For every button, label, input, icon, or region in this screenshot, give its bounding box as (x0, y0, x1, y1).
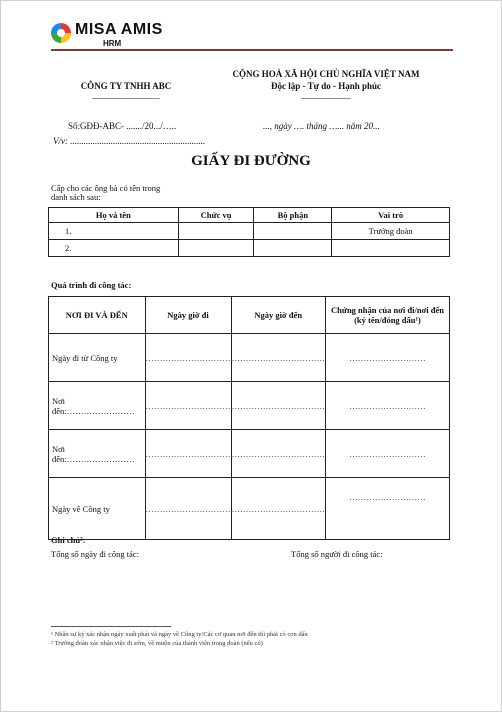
total-days: Tổng số ngày đi công tác: (51, 549, 140, 559)
subject-line: V/v: ............................................................ (53, 136, 206, 146)
company-underline: _______________ (92, 90, 160, 100)
members-header-row (49, 208, 450, 223)
table-row (49, 430, 450, 478)
brand-name: MISA AMIS (75, 21, 163, 38)
certification-header-line1: Chứng nhận của nơi đi/nơi đến (330, 305, 445, 315)
footnote-1: ¹ Nhân sự ký xác nhận ngày xuất phát và ngày về Công ty/Các cơ quan nơi đến thì phải có con dấu (51, 631, 308, 638)
arrival-cell: …………………………… (231, 334, 326, 382)
intro-line-2: danh sách sau: (51, 192, 101, 202)
member-name-cell: 1. (49, 223, 179, 240)
departure-cell: ………………………… (145, 382, 231, 430)
member-department-cell (254, 223, 332, 240)
date-line: ..., ngày …. tháng …... năm 20... (263, 121, 380, 131)
footnote-2: ² Trưởng đoàn xác nhận việc đi sớm, về muộn của thành viên trong đoàn (nếu có) (51, 640, 263, 647)
table-row (49, 223, 450, 240)
certification-header-line2: (ký tên/đóng dấu¹) (354, 315, 421, 325)
route-label-cell: Nơi đến:…………………… (49, 382, 146, 430)
misa-logo-icon (51, 23, 71, 43)
header-divider (51, 49, 453, 51)
intro-text (51, 184, 160, 202)
certification-cell: ……………………… (326, 478, 450, 540)
arrival-cell: …………………………… (231, 478, 326, 540)
route-label-cell: Ngày đi từ Công ty (49, 334, 146, 382)
member-role-cell (332, 240, 450, 257)
document-number: Số:GĐĐ-ABC- ......./20.../….. (68, 121, 177, 131)
departure-cell: ………………………… (145, 430, 231, 478)
nation-motto: Độc lập - Tự do - Hạnh phúc (270, 81, 381, 91)
col-header-certification (326, 297, 450, 334)
footnote-divider (51, 626, 171, 627)
intro-line-1: Cấp cho các ông bà có tên trong (51, 183, 161, 193)
col-header-departure: Ngày giờ đi (145, 297, 231, 334)
member-department-cell (254, 240, 332, 257)
nation-title: CỘNG HOÀ XÃ HỘI CHỦ NGHĨA VIỆT NAM (232, 69, 420, 79)
member-role-cell: Trưởng đoàn (332, 223, 450, 240)
route-label-cell: Nơi đến:…………………… (49, 430, 146, 478)
departure-cell: ………………………… (145, 334, 231, 382)
certification-cell: ……………………… (326, 334, 450, 382)
certification-cell: ……………………… (326, 430, 450, 478)
document-title: GIẤY ĐI ĐƯỜNG (191, 153, 311, 169)
table-row (49, 240, 450, 257)
member-position-cell (178, 223, 254, 240)
table-row (49, 478, 450, 540)
process-header-row (49, 297, 450, 334)
process-label: Quá trình đi công tác: (51, 280, 132, 290)
certification-cell: ……………………… (326, 382, 450, 430)
departure-cell: ………………………… (145, 478, 231, 540)
col-header-route: NƠI ĐI VÀ ĐẾN (49, 297, 146, 334)
col-header-role: Vai trò (332, 208, 450, 223)
member-position-cell (178, 240, 254, 257)
nation-underline: ___________ (301, 90, 351, 100)
col-header-position: Chức vụ (178, 208, 254, 223)
arrival-cell: …………………………… (231, 382, 326, 430)
members-table (48, 207, 450, 257)
company-name: CÔNG TY TNHH ABC (80, 81, 172, 91)
process-table (48, 296, 450, 540)
col-header-department: Bộ phận (254, 208, 332, 223)
table-row (49, 382, 450, 430)
brand-logo (51, 21, 163, 48)
brand-sub: HRM (103, 39, 122, 48)
table-row (49, 334, 450, 382)
route-label-cell: Ngày về Công ty (49, 478, 146, 540)
total-people: Tổng số người đi công tác: (291, 549, 383, 559)
col-header-arrival: Ngày giờ đến (231, 297, 326, 334)
member-name-cell: 2. (49, 240, 179, 257)
arrival-cell: …………………………… (231, 430, 326, 478)
col-header-name: Họ và tên (49, 208, 179, 223)
note-label: Ghi chú²: (51, 535, 86, 545)
